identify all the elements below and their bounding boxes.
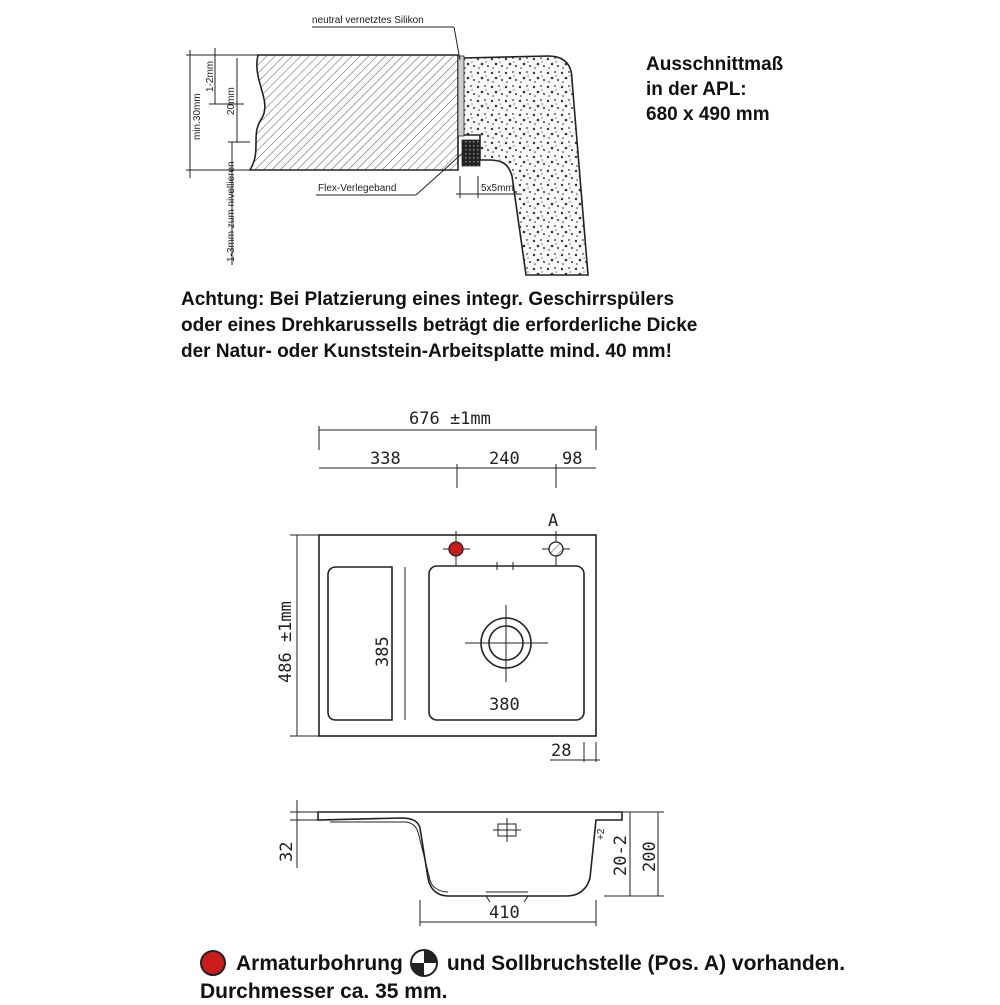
knockout-icon [409, 948, 439, 978]
bowl-length-dim: 410 [489, 903, 520, 923]
tap-hole [449, 542, 463, 556]
drainer-length-dim: 385 [373, 636, 393, 667]
warning-line-3: der Natur- oder Kunststein-Arbeitsplatte mind. 40 mm! [181, 341, 672, 362]
bowl-depth-dim: 200 [640, 841, 660, 872]
overall-depth-dim: 486 ±1mm [276, 601, 296, 683]
seg-left-dim: 338 [370, 449, 401, 469]
countertop-section [250, 55, 458, 170]
bowl-width-dim: 380 [489, 695, 520, 715]
cutout-line-1: Ausschnittmaß [646, 54, 784, 75]
sink-rim-section [462, 56, 588, 275]
sink-outline [319, 535, 596, 736]
legend-line-1 [200, 948, 845, 978]
flex-tape-label: Flex-Verlegeband [318, 183, 397, 194]
knockout-hole [549, 542, 563, 556]
sink-side-profile [318, 812, 622, 896]
depth-tolerance-dim: 20-2 [611, 835, 631, 876]
legend-text-a: Armaturbohrung [236, 951, 403, 975]
groove-dim: 5x5mm [481, 183, 514, 194]
overall-width-dim: 676 ±1mm [409, 409, 491, 429]
seg-mid-dim: 240 [489, 449, 520, 469]
silicone-label: neutral vernetztes Silikon [312, 15, 424, 26]
flex-tape [462, 140, 480, 166]
cutout-note [646, 52, 783, 127]
warning-note [181, 287, 697, 365]
cutout-line-3: 680 x 490 mm [646, 104, 770, 125]
rim-offset-dim: 28 [551, 741, 572, 761]
position-a-label: A [548, 511, 559, 531]
legend [200, 948, 845, 1005]
min-thickness-dim: min.30mm [192, 93, 203, 140]
gap-dim: 1-2mm [205, 60, 216, 92]
countertop-section-detail [186, 15, 588, 275]
silicone-joint [458, 56, 464, 136]
legend-text-c: Durchmesser ca. 35 mm. [200, 980, 448, 1003]
sink-top-view [276, 409, 600, 762]
warning-line-2: oder eines Drehkarussells beträgt die erforderliche Dicke [181, 315, 698, 336]
rim-height-dim: 32 [277, 841, 297, 862]
seg-right-dim: 98 [562, 449, 583, 469]
tap-hole-icon [200, 950, 226, 976]
tolerance-plus: +2 [596, 828, 607, 840]
cutout-line-2: in der APL: [646, 79, 747, 100]
sink-side-view [277, 800, 664, 926]
depth-dim: 20mm [226, 87, 237, 115]
warning-line-1: Achtung: Bei Platzierung eines integr. Geschirrspülers [181, 289, 675, 310]
legend-text-b: und Sollbruchstelle (Pos. A) vorhanden. [446, 951, 846, 975]
level-dim: 1-3mm zum nivellieren [226, 161, 237, 262]
